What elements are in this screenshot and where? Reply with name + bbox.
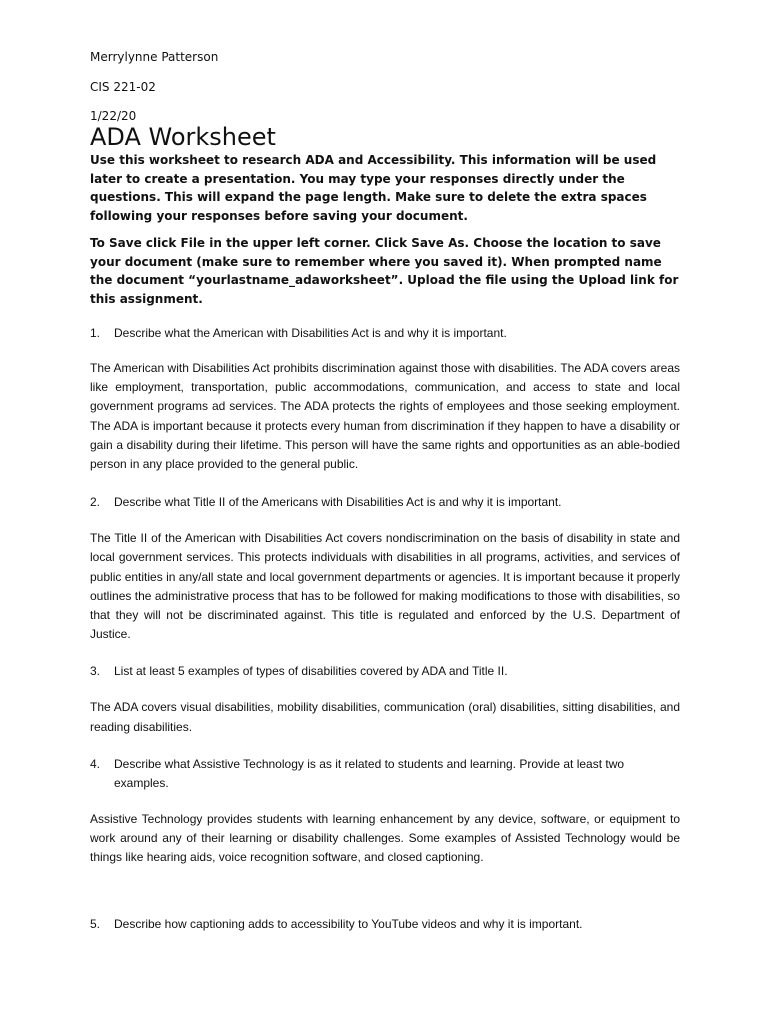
worksheet-title: ADA Worksheet bbox=[90, 123, 276, 151]
question-1 bbox=[90, 324, 680, 343]
question-2 bbox=[90, 493, 680, 512]
document-date: 1/22/20 bbox=[90, 109, 137, 123]
question-text: List at least 5 examples of types of disabilities covered by ADA and Title II. bbox=[114, 664, 508, 679]
question-text: Describe what Title II of the Americans with Disabilities Act is and why it is important. bbox=[114, 495, 562, 510]
answer-4: Assistive Technology provides students with learning enhancement by any device, software, or equipment to work around any of their learning or disability challenges. Some examples of Assisted Technology would be things like hearing aids, voice recognition software, and closed captioning. bbox=[90, 811, 680, 865]
question-text: Describe how captioning adds to accessibility to YouTube videos and why it is important. bbox=[114, 917, 583, 932]
answer-2: The Title II of the American with Disabilities Act covers nondiscrimination on the basis of disability in state and local government services. This protects individuals with disabilities in all programs, activities, and services of public entities in any/all state and local government departments or agencies. It is important because it properly outlines the administrative process that has to be followed for making modifications to those with disabilities, so that they will not be discriminated against. This title is regulated and enforced by the U.S. Department of Justice. bbox=[90, 531, 680, 642]
question-3 bbox=[90, 662, 680, 681]
answer-3: The ADA covers visual disabilities, mobility disabilities, communication (oral) disabilities, sitting disabilities, and reading disabilities. bbox=[90, 700, 680, 734]
question-number: 5. bbox=[90, 917, 101, 932]
document-page bbox=[90, 40, 680, 934]
question-4 bbox=[90, 755, 680, 793]
instructions-paragraph: Use this worksheet to research ADA and Accessibility. This information will be used later to create a presentation. You may type your responses directly under the questions. This will expand the page length. Make sure to delete the extra spaces following your responses before saving your document. bbox=[90, 153, 657, 223]
question-5 bbox=[90, 915, 680, 934]
student-name: Merrylynne Patterson bbox=[90, 50, 219, 64]
question-number: 4. bbox=[90, 756, 101, 771]
question-text: Describe what the American with Disabilities Act is and why it is important. bbox=[114, 326, 507, 340]
save-instructions-paragraph: To Save click File in the upper left corner. Click Save As. Choose the location to save your document (make sure to remember where you saved it). When prompted name the document “yourlastname_adaworksheet”. Upload the file using the Upload link for this assignment. bbox=[90, 236, 679, 306]
question-number: 3. bbox=[90, 664, 101, 679]
question-text: Describe what Assistive Technology is as it related to students and learning. Provide at least two examples. bbox=[114, 756, 625, 790]
question-number: 2. bbox=[90, 495, 101, 510]
question-number: 1. bbox=[90, 326, 101, 340]
answer-1: The American with Disabilities Act prohibits discrimination against those with disabilities. The ADA covers areas like employment, transportation, public accommodations, communication, and access to state and local government programs ad services. The ADA protects the rights of employees and those seeking employment. The ADA is important because it protects every human from discrimination if they happen to have a disability or gain a disability during their lifetime. This person will have the same rights and opportunities as an able-bodied person in any place provided to the general public. bbox=[90, 361, 680, 472]
course-code: CIS 221-02 bbox=[90, 80, 156, 94]
